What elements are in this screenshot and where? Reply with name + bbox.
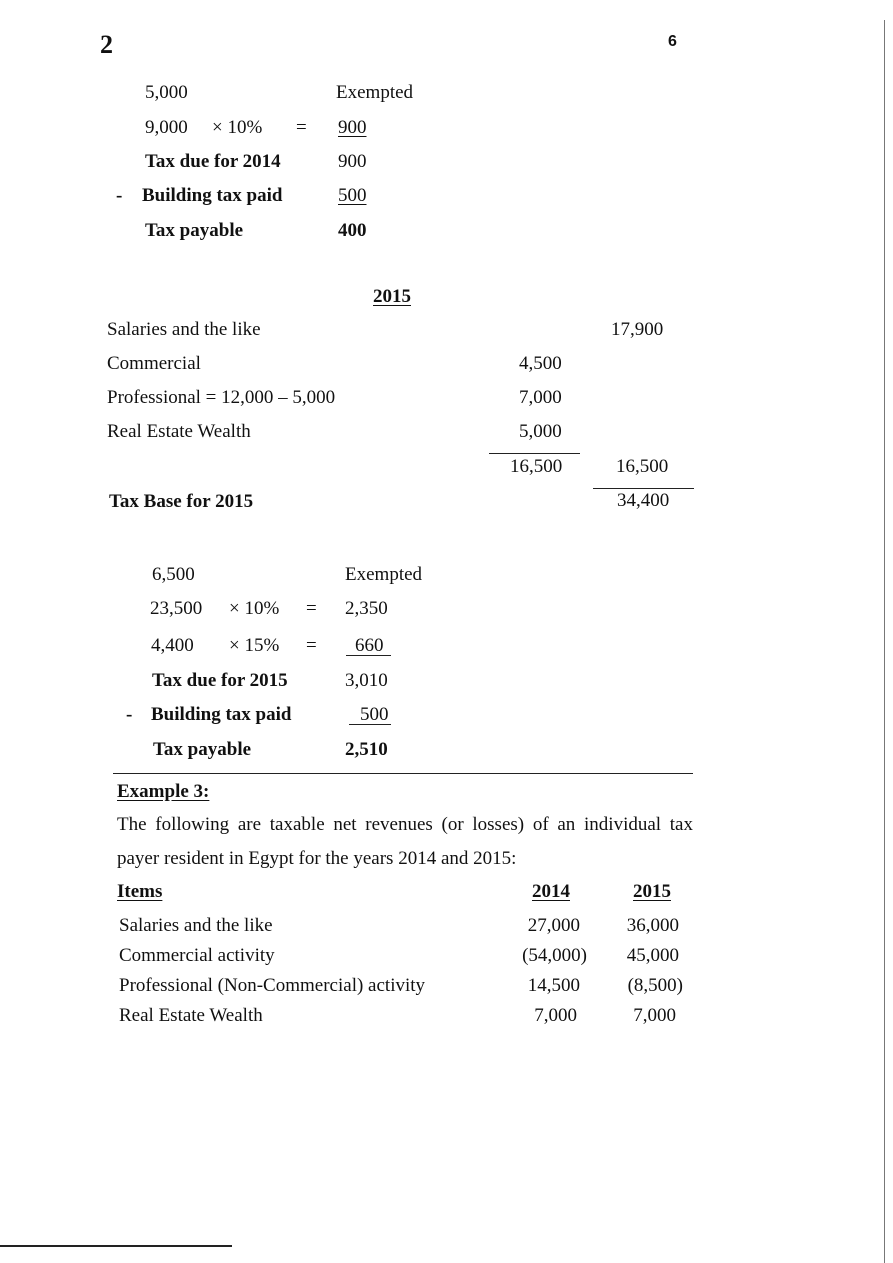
table-cell-2014: (54,000) [522,945,587,966]
year2015-salaries-label: Salaries and the like [107,319,261,340]
calc2014-row1-amount: 5,000 [145,82,188,103]
table-cell-item: Real Estate Wealth [119,1005,263,1026]
table-cell-2014: 27,000 [527,915,580,936]
page-corner-number: 2 [100,30,113,59]
year2015-commercial-value: 4,500 [519,353,562,374]
table-header-items: Items [117,881,163,902]
calc2015-payable-value: 2,510 [345,739,388,760]
year2015-professional-label: Professional = 12,000 – 5,000 [107,387,336,408]
calc2015-due-value: 3,010 [345,670,388,691]
calc2014-due-label: Tax due for 2014 [145,151,281,172]
table-header-2015: 2015 [633,881,671,902]
table-cell-item: Commercial activity [119,945,275,966]
calc2015-row3-amount: 4,400 [151,635,194,656]
year2015-tax-base-label: Tax Base for 2015 [109,491,254,512]
table-cell-2014: 7,000 [534,1005,577,1026]
subtotal-rule [489,453,580,454]
calc2015-row2-result: 2,350 [345,598,388,619]
footnote-rule [0,1245,232,1247]
table-cell-2015: (8,500) [627,975,683,996]
page-edge-line [884,20,885,1263]
calc2014-payable-value: 400 [338,220,367,241]
example3-intro-line2: payer resident in Egypt for the years 2014 and 2015: [117,848,517,869]
year2015-real-estate-value: 5,000 [519,421,562,442]
section-divider [113,773,693,774]
table-cell-2015: 36,000 [626,915,679,936]
table-cell-2015: 7,000 [633,1005,676,1026]
calc2015-row3-equals: = [306,635,317,656]
calc2014-paid-label: Building tax paid [142,185,283,206]
calc2014-payable-label: Tax payable [145,220,244,241]
year2015-commercial-label: Commercial [107,353,201,374]
table-cell-item: Salaries and the like [119,915,273,936]
year2015-real-estate-label: Real Estate Wealth [107,421,251,442]
calc2015-paid-label: Building tax paid [151,704,292,725]
calc2014-paid-sign: - [116,185,123,206]
calc2014-paid-value: 500 [338,185,367,206]
calc2015-row1-amount: 6,500 [152,564,195,585]
calc2014-row2-rate: × 10% [212,117,263,138]
calc2014-row2-equals: = [296,117,307,138]
year2015-tax-base-value: 34,400 [617,490,670,511]
table-cell-item: Professional (Non-Commercial) activity [119,975,426,996]
calc2014-due-value: 900 [338,151,367,172]
calc2015-row2-amount: 23,500 [150,598,203,619]
year2015-subtotal-right: 16,500 [616,456,669,477]
calc2015-row1-result: Exempted [345,564,423,585]
year2015-salaries-value: 17,900 [611,319,664,340]
calc2015-paid-value: 500 [360,704,389,725]
calc2014-row2-amount: 9,000 [145,117,188,138]
page-number: 6 [668,33,677,50]
calc2015-due-label: Tax due for 2015 [152,670,288,691]
tax-base-rule [593,488,694,489]
example3-intro-line1: The following are taxable net revenues (or losses) of an individual tax [117,814,693,835]
year2015-heading: 2015 [373,286,411,307]
calc2015-payable-label: Tax payable [153,739,252,760]
calc2015-paid-sign: - [126,704,133,725]
year2015-professional-value: 7,000 [519,387,562,408]
table-header-2014: 2014 [532,881,570,902]
table-cell-2015: 45,000 [626,945,679,966]
calc2015-row2-equals: = [306,598,317,619]
example3-title: Example 3: [117,781,210,802]
year2015-subtotal-left: 16,500 [510,456,563,477]
calc2015-row3-rate: × 15% [229,635,280,656]
calc2015-row2-rate: × 10% [229,598,280,619]
calc2014-row2-result: 900 [338,117,367,138]
calc2014-row1-result: Exempted [336,82,414,103]
table-cell-2014: 14,500 [527,975,580,996]
calc2015-row3-result: 660 [355,635,384,656]
